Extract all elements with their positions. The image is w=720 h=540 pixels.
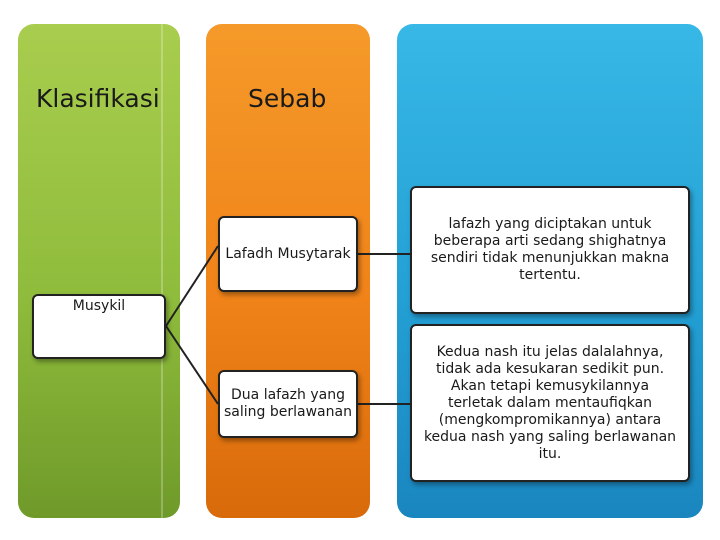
description-node-2 [410, 324, 690, 482]
description-node-1-text: lafazh yang diciptakan untuk beberapa arti sedang shighatnya sendiri tidak menunjukkan makna tertentu. [430, 216, 670, 283]
cause-node-2-label: Dua lafazh yang saling berlawanan [224, 387, 352, 420]
connector-root-to-cause-2 [166, 326, 218, 404]
root-node-label: Musykil [72, 298, 126, 314]
connector-root-to-cause-1 [166, 246, 218, 326]
root-node-musykil [32, 294, 166, 359]
classification-title: Klasifikasi [36, 84, 160, 113]
cause-node-1 [218, 216, 358, 292]
description-node-1 [410, 186, 690, 314]
cause-node-1-label: Lafadh Musytarak [225, 245, 351, 262]
cause-node-2 [218, 370, 358, 438]
cause-title: Sebab [248, 84, 327, 113]
description-node-2-text: Kedua nash itu jelas dalalahnya, tidak ada kesukaran sedikit pun. Akan tetapi kemusykilannya terletak dalam mentaufiqkan (mengkompromikannya) antara kedua nash yang saling berlawanan itu. [423, 343, 677, 462]
